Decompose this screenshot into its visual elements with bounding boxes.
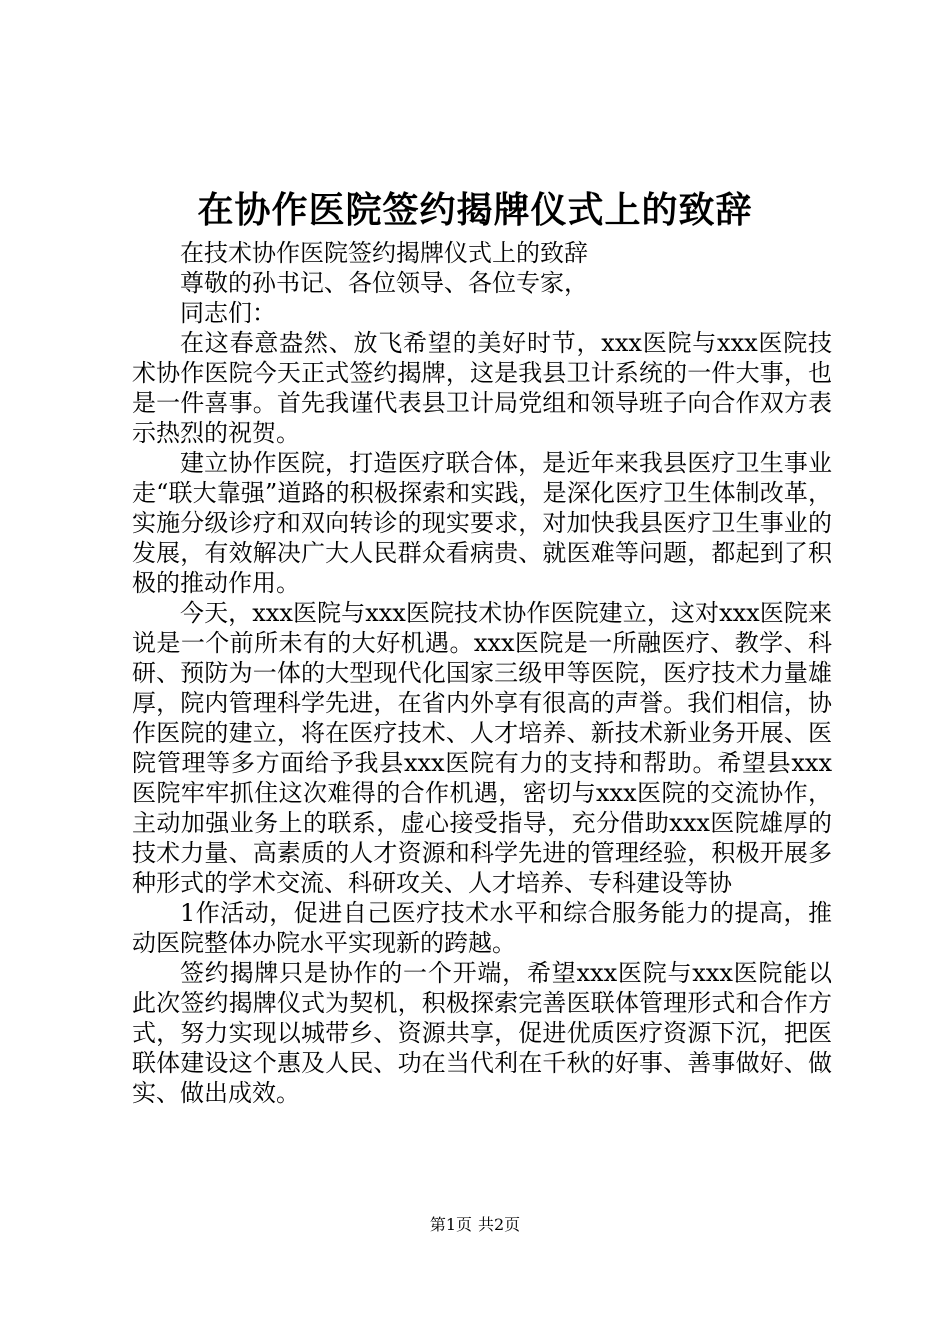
paragraph-1: 在这春意盎然、放飞希望的美好时节，xxx医院与xxx医院技术协作医院今天正式签约揭牌，这是我县卫计系统的一件大事，也是一件喜事。首先我谨代表县卫计局党组和领导班子向合作双方表示热烈的祝贺。 xyxy=(132,329,832,447)
paragraph-greeting: 同志们： xyxy=(180,299,276,327)
paragraph-5: 签约揭牌只是协作的一个开端，希望xxx医院与xxx医院能以此次签约揭牌仪式为契机，积极探索完善医联体管理形式和合作方式，努力实现以城带乡、资源共享，促进优质医疗资源下沉，把医联体建设这个惠及人民、功在当代利在千秋的好事、善事做好、做实、做出成效。 xyxy=(132,959,832,1107)
paragraph-4: 1作活动，促进自己医疗技术水平和综合服务能力的提高，推动医院整体办院水平实现新的跨越。 xyxy=(132,899,832,957)
paragraph-2: 建立协作医院，打造医疗联合体，是近年来我县医疗卫生事业走“联大靠强”道路的积极探索和实践，是深化医疗卫生体制改革，实施分级诊疗和双向转诊的现实要求，对加快我县医疗卫生事业的发展，有效解决广大人民群众看病贵、就医难等问题，都起到了积极的推动作用。 xyxy=(132,449,832,597)
page-total: 共2页 xyxy=(478,1215,521,1234)
paragraph-3: 今天，xxx医院与xxx医院技术协作医院建立，这对xxx医院来说是一个前所未有的大好机遇。xxx医院是一所融医疗、教学、科研、预防为一体的大型现代化国家三级甲等医院，医疗技术力量雄厚，院内管理科学先进，在省内外享有很高的声誉。我们相信，协作医院的建立，将在医疗技术、人才培养、新技术新业务开展、医院管理等多方面给予我县xxx医院有力的支持和帮助。希望县xxx医院牢牢抓住这次难得的合作机遇，密切与xxx医院的交流协作，主动加强业务上的联系，虚心接受指导，充分借助xxx医院雄厚的技术力量、高素质的人才资源和科学先进的管理经验，积极开展多种形式的学术交流、科研攻关、人才培养、专科建设等协 xyxy=(132,599,832,897)
page-footer xyxy=(0,1214,950,1236)
document-body xyxy=(132,238,832,1108)
document-title: 在协作医院签约揭牌仪式上的致辞 xyxy=(197,189,753,231)
paragraph-salutation: 尊敬的孙书记、各位领导、各位专家， xyxy=(180,269,588,297)
paragraph-subtitle: 在技术协作医院签约揭牌仪式上的致辞 xyxy=(180,239,588,267)
page-number: 第1页 xyxy=(429,1215,472,1234)
